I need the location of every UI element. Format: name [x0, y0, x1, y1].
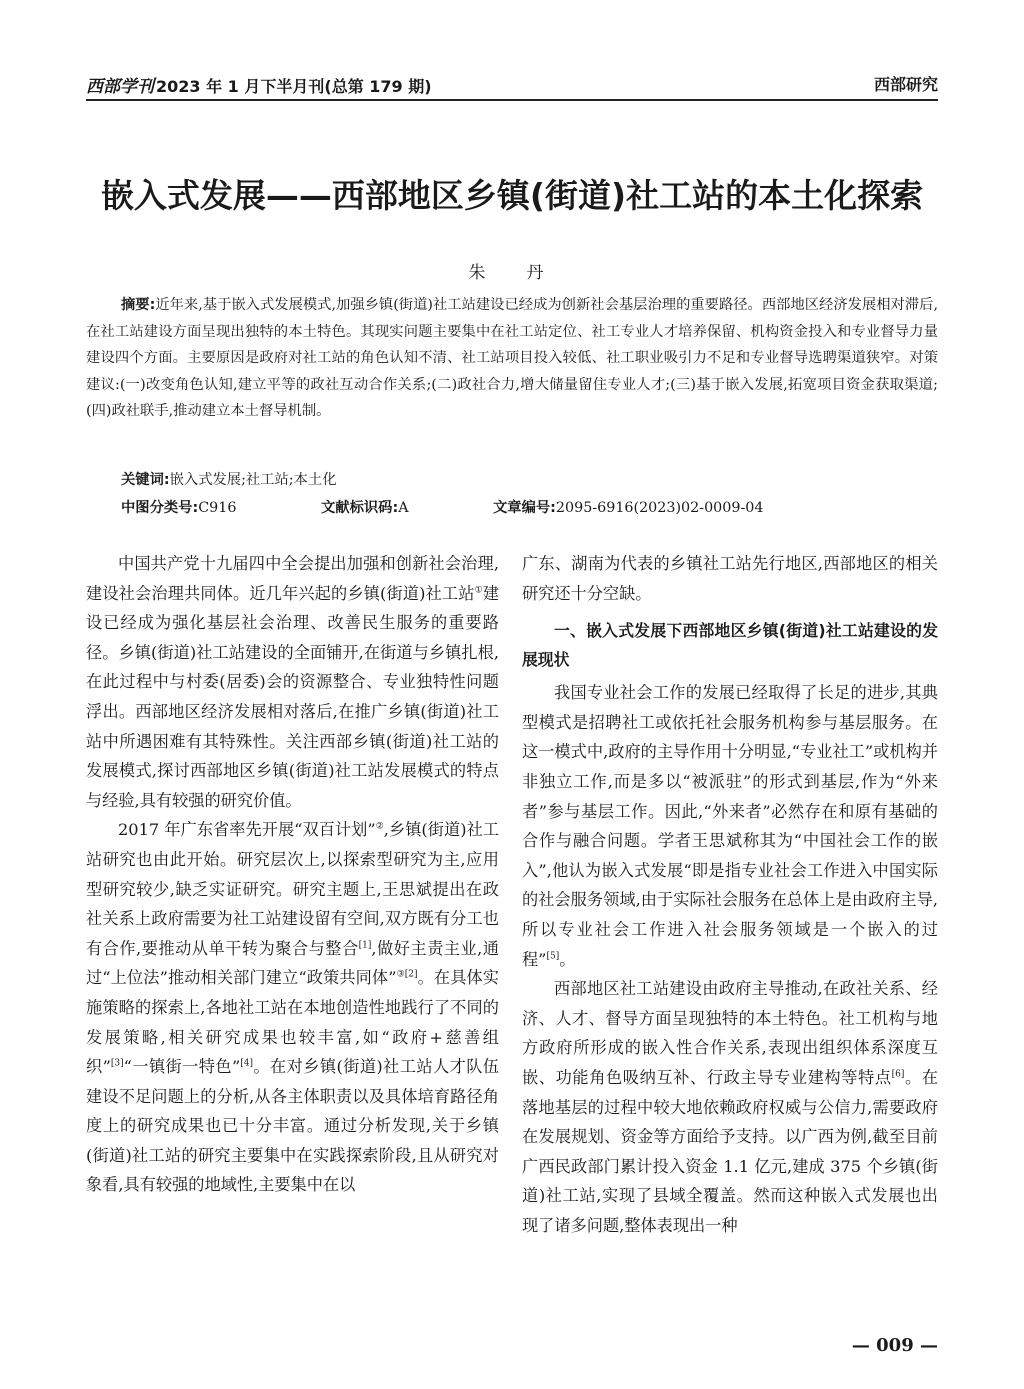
text-run: 。在对乡镇(街道)社工站人才队伍建设不足问题上的分析,从各主体职责以及具体培育路径角度上的研究成果也已十分丰富。通过分析发现,关于乡镇(街道)社工站的研究主要集中在实践探索阶段,且从研究对象看,具有较强的地域性,主要集中在以	[86, 1057, 499, 1195]
article-number-value: 2095-6916(2023)02-0009-04	[555, 500, 764, 516]
body-column-left	[86, 549, 499, 1200]
journal-logo: 西部学刊	[86, 77, 154, 97]
article-number-label: 文章编号:	[493, 500, 556, 516]
journal-issue	[86, 72, 432, 97]
citation-mark: [6]	[891, 1069, 905, 1080]
footnote-mark: ①	[474, 585, 483, 596]
doc-value: A	[398, 500, 409, 516]
article-title: 嵌入式发展——西部地区乡镇(街道)社工站的本土化探索	[100, 176, 924, 215]
text-run: 西部地区社工站建设由政府主导推动,在政社关系、经济、人才、督导方面呈现独特的本土特色。社工机构与地方政府所形成的嵌入性合作关系,表现出组织体系深度互嵌、功能角色吸纳互补、行政主导专业建构等特点	[522, 979, 938, 1087]
text-run: 建设已经成为强化基层社会治理、改善民生服务的重要路径。乡镇(街道)社工站建设的全面铺开,在街道与乡镇扎根,在此过程中与村委(居委)会的资源整合、专业独特性问题浮出。西部地区经济发展相对落后,在推广乡镇(街道)社工站中所遇困难有其特殊性。关注西部乡镇(街道)社工站的发展模式,探讨西部地区乡镇(街道)社工站发展模式的特点与经验,具有较强的研究价值。	[86, 583, 499, 810]
citation-mark: [1]	[358, 940, 372, 951]
abstract-label: 摘要:	[121, 297, 156, 313]
paragraph	[86, 815, 499, 1200]
paragraph: 广东、湖南为代表的乡镇社工站先行地区,西部地区的相关研究还十分空缺。	[522, 554, 938, 603]
issue-text: 2023 年 1 月下半月刊(总第 179 期)	[156, 77, 432, 96]
text-run: 中国共产党十九届四中全会提出加强和创新社会治理,建设社会治理共同体。近几年兴起的乡镇(街道)社工站	[86, 554, 499, 603]
keywords-label: 关键词:	[121, 472, 170, 488]
citation-mark: [5]	[546, 951, 560, 962]
running-header	[86, 72, 938, 98]
clc-value: C916	[198, 500, 237, 516]
abstract	[86, 292, 938, 425]
text-run: 。在具体实施策略的探索上,各地社工站在本地创造性地践行了不同的发展策略,相关研究成果也较丰富,如“政府+慈善组织”	[86, 968, 499, 1077]
text-run: 。在落地基层的过程中较大地依赖政府权威与公信力,需要政府在发展规划、资金等方面给予支持。以广西为例,截至目前广西民政部门累计投入资金 1.1 亿元,建成 375 个乡镇(街道)社工站,实现了县域全覆盖。然而这种嵌入式发展也出现了诸多问题,整体表现出一种	[522, 1067, 939, 1235]
keywords-text: 嵌入式发展;社工站;本土化	[169, 472, 337, 488]
text-run: 。	[559, 949, 576, 969]
citation-mark: [4]	[240, 1058, 254, 1069]
paragraph	[86, 549, 499, 815]
citation-mark: ③[2]	[396, 969, 418, 980]
text-run: 我国专业社会工作的发展已经取得了长足的进步,其典型模式是招聘社工或依托社会服务机构参与基层服务。在这一模式中,政府的主导作用十分明显,“专业社工”或机构并非独立工作,而是多以“被派驻”的形式到基层,作为“外来者”参与基层工作。因此,“外来者”必然存在和原有基础的合作与融合问题。学者王思斌称其为“中国社会工作的嵌入”,他认为嵌入式发展“即是指专业社会工作进入中国实际的社会服务领域,由于实际社会服务在总体上是由政府主导,所以专业社会工作进入社会服务领域是一个嵌入的过程”	[522, 683, 938, 969]
text-run: “一镇街一特色”	[123, 1057, 241, 1077]
doc-code	[321, 495, 409, 521]
page-number: — 009 —	[851, 1335, 938, 1356]
section-heading: 一、嵌入式发展下西部地区乡镇(街道)社工站建设的发展现状	[522, 621, 938, 670]
body-column-right	[522, 549, 938, 1240]
text-run: 2017 年广东省率先开展“双百计划”	[118, 820, 376, 840]
article-number	[493, 495, 763, 521]
text-run: ,乡镇(街道)社工站研究也由此开始。研究层次上,以探索型研究为主,应用型研究较少,缺乏实证研究。研究主题上,王思斌提出在政社关系上政府需要为社工站建设留有空间,双方既有分工也有合作,要推动从单干转为聚合与整合	[86, 820, 499, 958]
section-name: 西部研究	[873, 75, 938, 94]
paragraph	[522, 974, 938, 1240]
keywords	[121, 467, 938, 493]
paragraph	[522, 678, 938, 974]
article-author: 朱 丹	[468, 263, 556, 283]
citation-mark: [3]	[110, 1058, 124, 1069]
header-divider	[86, 99, 938, 101]
text-run: ,做好主责主业,通过“上位法”推动相关部门建立“政策共同体”	[86, 938, 499, 988]
abstract-text: 近年来,基于嵌入式发展模式,加强乡镇(街道)社工站建设已经成为创新社会基层治理的重要路径。西部地区经济发展相对滞后,在社工站建设方面呈现出独特的本土特色。其现实问题主要集中在社工站定位、社工专业人才培养保留、机构资金投入和专业督导力量建设四个方面。主要原因是政府对社工站的角色认知不清、社工站项目投入较低、社工职业吸引力不足和专业督导选聘渠道狭窄。对策建议:(一)改变角色认知,建立平等的政社互动合作关系;(二)政社合力,增大储量留住专业人才;(三)基于嵌入发展,拓宽项目资金获取渠道;(四)政社联手,推动建立本土督导机制。	[86, 297, 938, 419]
doc-label: 文献标识码:	[321, 500, 399, 516]
clc-label: 中图分类号:	[121, 500, 199, 516]
clc-code	[121, 495, 236, 521]
footnote-mark: ②	[375, 821, 384, 832]
